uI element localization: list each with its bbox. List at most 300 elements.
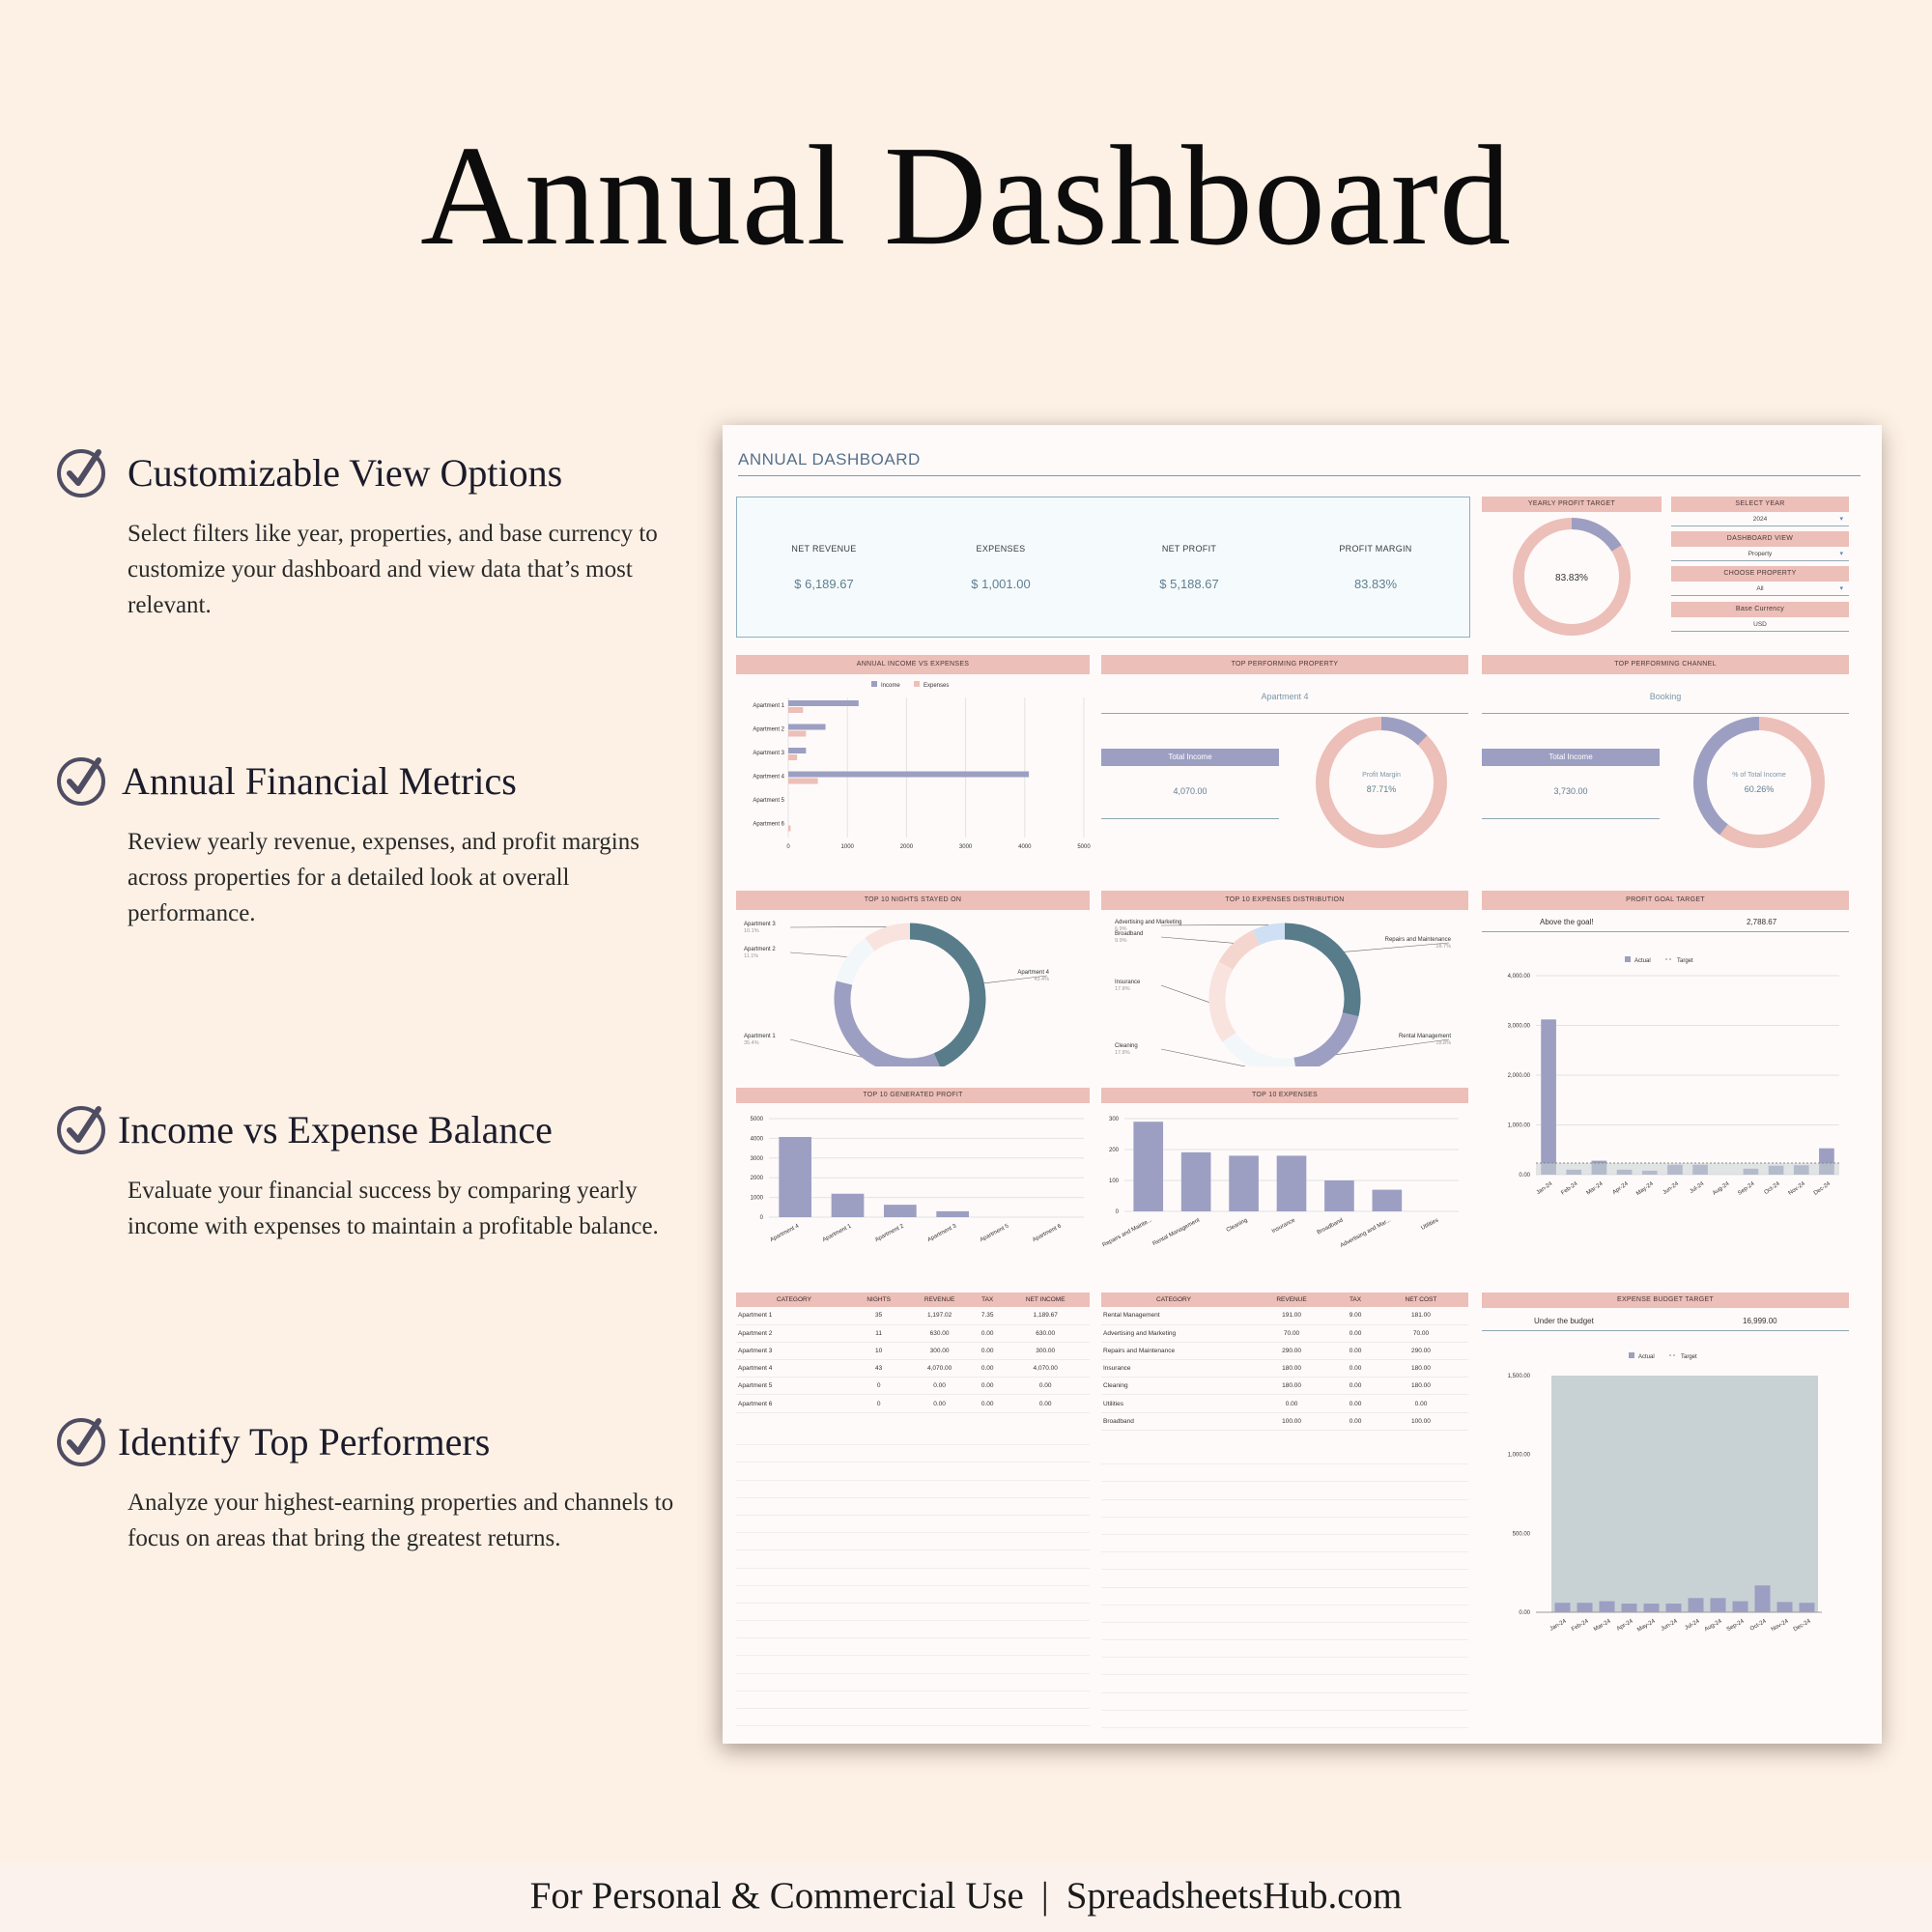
empty-row — [1101, 1570, 1468, 1587]
legend-label: Income — [881, 683, 900, 689]
profit-goal-header: PROFIT GOAL TARGET — [1482, 891, 1849, 910]
table-row — [1101, 1307, 1468, 1324]
tick-label: Advertising and Mar... — [1339, 1217, 1392, 1250]
leader-line — [1161, 937, 1234, 943]
empty-row — [736, 1638, 1090, 1656]
chevron-down-icon: ▾ — [1839, 585, 1843, 592]
tick-label: Rental Management — [1151, 1217, 1202, 1248]
expenses-distribution-header: TOP 10 EXPENSES DISTRIBUTION — [1101, 891, 1468, 910]
empty-row — [1101, 1500, 1468, 1518]
tick-label: Oct-24 — [1763, 1180, 1781, 1196]
leader-line — [790, 926, 887, 927]
donut-slice — [844, 945, 870, 983]
empty-row — [1101, 1535, 1468, 1552]
column-header: NIGHTS — [852, 1293, 905, 1307]
table-cell: 180.00 — [1374, 1378, 1468, 1395]
dashboard-panel — [723, 425, 1882, 1744]
base-currency-label: Base Currency — [1671, 602, 1849, 617]
legend-label: Target — [1681, 1354, 1697, 1360]
bar — [1555, 1603, 1571, 1612]
donut-center-value: 87.71% — [1366, 784, 1397, 794]
tick-label: Sep-24 — [1737, 1180, 1756, 1197]
feature-title: Income vs Expense Balance — [118, 1108, 553, 1151]
select-year-label: SELECT YEAR — [1671, 497, 1849, 512]
table-cell: 35 — [852, 1307, 905, 1324]
column-header: REVENUE — [905, 1293, 974, 1307]
generated-profit-header: TOP 10 GENERATED PROFIT — [736, 1088, 1090, 1103]
donut-slice — [1295, 1014, 1350, 1065]
slice-label: Rental Management — [1398, 1034, 1451, 1039]
tick-label: Apartment 6 — [1032, 1223, 1063, 1244]
tick-label: Apartment 6 — [753, 821, 784, 828]
empty-row — [736, 1621, 1090, 1638]
column-header: REVENUE — [1246, 1293, 1337, 1307]
table-cell: 4,070.00 — [905, 1360, 974, 1378]
top-property-name: Apartment 4 — [1261, 692, 1309, 701]
table-cell: 180.00 — [1246, 1360, 1337, 1378]
tick-label: Oct-24 — [1748, 1618, 1768, 1633]
donut-slice — [870, 931, 911, 945]
donut-label: Profit Margin — [1362, 772, 1401, 779]
tick-label: Jul-24 — [1689, 1180, 1706, 1196]
table-row — [736, 1324, 1090, 1342]
tick-label: Broadband — [1316, 1217, 1345, 1236]
target-area — [1536, 1163, 1839, 1175]
tick-label: Utilities — [1420, 1217, 1440, 1232]
empty-row — [1101, 1605, 1468, 1623]
total-income-share-donut — [1691, 715, 1827, 850]
bar — [779, 1137, 811, 1217]
table-cell: 630.00 — [1001, 1324, 1090, 1342]
tick-label: Mar-24 — [1593, 1618, 1612, 1634]
tick-label: Apartment 3 — [926, 1223, 958, 1244]
tick-label: Apartment 2 — [874, 1223, 905, 1244]
tick-label: 1,000.00 — [1507, 1452, 1530, 1459]
table-cell: 70.00 — [1374, 1324, 1468, 1342]
donut-slice — [1285, 931, 1352, 1014]
table-cell: 100.00 — [1246, 1412, 1337, 1430]
table-cell: 4,070.00 — [1001, 1360, 1090, 1378]
tick-label: Apartment 3 — [753, 751, 784, 756]
legend-swatch — [1629, 1352, 1634, 1358]
divider — [1482, 818, 1660, 819]
tick-label: 4,000.00 — [1507, 974, 1530, 980]
bar — [788, 707, 803, 713]
total-income-label: Total Income — [1101, 749, 1279, 766]
top-nights-header: TOP 10 NIGHTS STAYED ON — [736, 891, 1090, 910]
top-channel-header: TOP PERFORMING CHANNEL — [1482, 655, 1849, 674]
feature-title: Annual Financial Metrics — [122, 759, 517, 803]
kpi-net-profit: NET PROFIT $ 5,188.67 — [1159, 544, 1219, 591]
empty-row — [736, 1604, 1090, 1621]
bar — [1800, 1603, 1815, 1612]
table-row — [736, 1342, 1090, 1359]
bar — [788, 826, 790, 832]
tick-label: Dec-24 — [1792, 1618, 1812, 1634]
table-cell: 300.00 — [1001, 1342, 1090, 1359]
table-cell: 0.00 — [1337, 1412, 1374, 1430]
feature-text: Review yearly revenue, expenses, and profit margins across properties for a detailed look at overall performance. — [128, 829, 639, 926]
empty-row — [736, 1481, 1090, 1498]
bar — [788, 754, 797, 760]
table-cell: 0.00 — [1337, 1360, 1374, 1378]
tick-label: Feb-24 — [1571, 1618, 1590, 1634]
donut-center-value: 83.83% — [1555, 573, 1588, 583]
tick-label: 200 — [1108, 1148, 1119, 1153]
table-cell: 0 — [852, 1395, 905, 1412]
tick-label: 1,000.00 — [1507, 1122, 1530, 1129]
table-row — [736, 1307, 1090, 1324]
tick-label: 100 — [1108, 1179, 1119, 1184]
kpi-summary — [736, 497, 1470, 638]
table-row — [1101, 1378, 1468, 1395]
slice-label: Advertising and Marketing — [1115, 920, 1182, 925]
donut-label: % of Total Income — [1732, 772, 1786, 779]
table-cell: Advertising and Marketing — [1101, 1324, 1246, 1342]
slice-percent: 28.7% — [1435, 944, 1451, 950]
tick-label: Cleaning — [1225, 1217, 1249, 1234]
tick-label: May-24 — [1636, 1618, 1657, 1634]
tick-label: 0.00 — [1519, 1173, 1530, 1179]
table-row — [1101, 1360, 1468, 1378]
yearly-profit-donut — [1509, 514, 1634, 639]
tick-label: Aug-24 — [1712, 1180, 1731, 1197]
tick-label: Nov-24 — [1770, 1618, 1790, 1634]
tick-label: 0 — [759, 1215, 763, 1221]
tick-label: Aug-24 — [1703, 1618, 1723, 1634]
table-cell: 0.00 — [974, 1360, 1001, 1378]
kpi-expenses: EXPENSES $ 1,001.00 — [971, 544, 1031, 591]
legend-swatch — [1625, 956, 1631, 962]
table-row — [1101, 1412, 1468, 1430]
tick-label: 2000 — [899, 844, 914, 850]
table-cell: Utilities — [1101, 1395, 1246, 1412]
checkmark-icon — [56, 754, 108, 807]
tick-label: Apartment 4 — [753, 774, 784, 781]
tick-label: Jan-24 — [1548, 1618, 1568, 1633]
slice-percent: 18.8% — [1435, 1040, 1451, 1046]
bar — [1577, 1603, 1593, 1612]
expense-budget-chart — [1482, 1352, 1849, 1642]
empty-row — [1101, 1518, 1468, 1535]
table-cell: Broadband — [1101, 1412, 1246, 1430]
slice-label: Apartment 2 — [744, 947, 776, 952]
bar — [1666, 1604, 1682, 1612]
dashboard-view-label: DASHBOARD VIEW — [1671, 531, 1849, 547]
choose-property-label: CHOOSE PROPERTY — [1671, 566, 1849, 582]
empty-row — [736, 1498, 1090, 1516]
tick-label: 1000 — [750, 1195, 763, 1202]
slice-label: Apartment 1 — [744, 1034, 776, 1039]
total-income-value: 4,070.00 — [1173, 786, 1208, 796]
empty-table-rows — [736, 1428, 1090, 1726]
generated-profit-chart — [736, 1113, 1090, 1258]
tick-label: 5000 — [1077, 844, 1091, 850]
tick-label: 4000 — [750, 1136, 763, 1143]
empty-row — [736, 1533, 1090, 1550]
tick-label: 2,000.00 — [1507, 1073, 1530, 1079]
bar — [1755, 1585, 1771, 1612]
bar — [1600, 1602, 1615, 1612]
profit-goal-value: 2,788.67 — [1747, 918, 1777, 926]
donut-slice — [1229, 1037, 1294, 1066]
table-cell: Apartment 2 — [736, 1324, 852, 1342]
empty-row — [1101, 1482, 1468, 1499]
tick-label: Dec-24 — [1812, 1180, 1833, 1197]
slice-percent: 17.8% — [1115, 986, 1130, 992]
slice-label: Apartment 3 — [744, 922, 776, 927]
table-cell: Apartment 1 — [736, 1307, 852, 1324]
footer-website-link[interactable]: SpreadsheetsHub.com — [1065, 1875, 1403, 1917]
bar — [1777, 1602, 1793, 1612]
tick-label: Apr-24 — [1611, 1180, 1630, 1196]
legend-swatch — [871, 681, 877, 687]
bar — [1373, 1190, 1403, 1211]
bar — [1541, 1019, 1556, 1175]
bar — [1133, 1122, 1163, 1211]
slice-percent: 9.9% — [1115, 938, 1127, 944]
table-cell: 180.00 — [1374, 1360, 1468, 1378]
tick-label: Jun-24 — [1660, 1618, 1679, 1633]
table-cell: 0.00 — [1337, 1378, 1374, 1395]
table-cell: Apartment 3 — [736, 1342, 852, 1359]
leader-line — [1345, 943, 1449, 952]
slice-percent: 6.9% — [1115, 926, 1127, 932]
divider — [1482, 931, 1849, 932]
table-cell: 630.00 — [905, 1324, 974, 1342]
leader-line — [1336, 1039, 1449, 1055]
tick-label: Apartment 1 — [821, 1223, 853, 1244]
donut-slice — [1226, 937, 1257, 965]
tick-label: Nov-24 — [1787, 1180, 1806, 1197]
table-cell: 0.00 — [905, 1395, 974, 1412]
slice-percent: 43.4% — [1034, 977, 1049, 982]
tick-label: 4000 — [1018, 844, 1032, 850]
table-cell: 100.00 — [1374, 1412, 1468, 1430]
tick-label: 1,500.00 — [1507, 1374, 1530, 1379]
tick-label: Jun-24 — [1662, 1180, 1681, 1197]
feature-text: Analyze your highest-earning properties and channels to focus on areas that bring the greatest returns. — [128, 1490, 674, 1551]
table-row — [1101, 1324, 1468, 1342]
empty-row — [736, 1463, 1090, 1480]
table-cell: 1,189.67 — [1001, 1307, 1090, 1324]
divider — [1482, 1330, 1849, 1331]
property-summary-table — [736, 1293, 1090, 1413]
select-year-dropdown[interactable]: 2024 ▾ — [1671, 513, 1849, 526]
expense-budget-value: 16,999.00 — [1743, 1317, 1777, 1325]
table-cell: 9.00 — [1337, 1307, 1374, 1324]
empty-table-rows — [1101, 1447, 1468, 1728]
table-cell: Rental Management — [1101, 1307, 1246, 1324]
empty-row — [1101, 1588, 1468, 1605]
bar — [1229, 1155, 1259, 1211]
feature-title: Identify Top Performers — [118, 1420, 491, 1463]
empty-row — [736, 1569, 1090, 1586]
tick-label: Sep-24 — [1725, 1618, 1746, 1634]
tick-label: 0 — [786, 844, 790, 850]
top-channel-name: Booking — [1649, 692, 1682, 701]
income-vs-expenses-chart — [736, 678, 1094, 852]
empty-row — [1101, 1623, 1468, 1640]
tick-label: 3000 — [750, 1155, 763, 1162]
empty-row — [736, 1428, 1090, 1445]
divider — [1482, 713, 1849, 714]
column-header: CATEGORY — [1101, 1293, 1246, 1307]
bar — [1277, 1155, 1307, 1211]
total-income-value: 3,730.00 — [1553, 786, 1588, 796]
donut-slice — [842, 982, 937, 1066]
bar — [788, 731, 806, 737]
legend-swatch — [914, 681, 920, 687]
column-header: TAX — [974, 1293, 1001, 1307]
slice-label: Cleaning — [1115, 1043, 1138, 1049]
table-cell: 10 — [852, 1342, 905, 1359]
base-currency-dropdown[interactable]: USD — [1671, 618, 1849, 632]
tick-label: 0.00 — [1519, 1610, 1530, 1616]
empty-row — [1101, 1693, 1468, 1711]
divider — [738, 475, 1861, 476]
table-cell: 0.00 — [1337, 1395, 1374, 1412]
tick-label: 5000 — [750, 1117, 763, 1122]
bar — [1644, 1604, 1660, 1612]
column-header: CATEGORY — [736, 1293, 852, 1307]
profit-margin-donut — [1314, 715, 1449, 850]
tick-label: 500.00 — [1512, 1531, 1530, 1538]
tick-label: Jul-24 — [1684, 1618, 1701, 1632]
legend-label: Actual — [1638, 1354, 1655, 1360]
tick-label: Feb-24 — [1560, 1180, 1579, 1197]
footer-separator: | — [1040, 1875, 1049, 1917]
bar — [788, 779, 818, 784]
tick-label: Apartment 5 — [979, 1223, 1010, 1244]
kpi-profit-margin: PROFIT MARGIN 83.83% — [1339, 544, 1412, 591]
tick-label: 300 — [1108, 1117, 1119, 1122]
table-cell: 0.00 — [1374, 1395, 1468, 1412]
chevron-down-icon: ▾ — [1839, 516, 1843, 523]
feature-text: Select filters like year, properties, and base currency to customize your dashboard and view data that’s most relevant. — [128, 521, 658, 618]
expense-budget-header: EXPENSE BUDGET TARGET — [1482, 1293, 1849, 1308]
bar — [1733, 1602, 1748, 1612]
tick-label: 3,000.00 — [1507, 1023, 1530, 1030]
table-cell: Insurance — [1101, 1360, 1246, 1378]
table-cell: 0.00 — [974, 1342, 1001, 1359]
table-cell: 0.00 — [905, 1378, 974, 1395]
donut-slice — [1217, 966, 1229, 1037]
bar — [788, 748, 806, 753]
yearly-profit-target-header: YEARLY PROFIT TARGET — [1482, 497, 1662, 512]
top-expenses-chart — [1101, 1113, 1468, 1258]
table-cell: 290.00 — [1246, 1342, 1337, 1359]
empty-row — [1101, 1711, 1468, 1728]
slice-label: Broadband — [1115, 931, 1144, 937]
tick-label: Apartment 4 — [769, 1223, 801, 1244]
top-expenses-header: TOP 10 EXPENSES — [1101, 1088, 1468, 1103]
table-row — [1101, 1395, 1468, 1412]
bar — [936, 1211, 969, 1217]
table-row — [1101, 1342, 1468, 1359]
legend-label: Target — [1677, 958, 1693, 964]
empty-row — [736, 1709, 1090, 1726]
empty-row — [1101, 1658, 1468, 1675]
legend-label: Actual — [1634, 958, 1651, 964]
expenses-distribution-donut-chart — [1101, 912, 1468, 1066]
slice-percent: 10.1% — [744, 928, 759, 934]
tick-label: 3000 — [958, 844, 973, 850]
tick-label: Mar-24 — [1585, 1180, 1605, 1197]
empty-row — [1101, 1464, 1468, 1482]
table-cell: 300.00 — [905, 1342, 974, 1359]
dashboard-title: ANNUAL DASHBOARD — [738, 450, 921, 469]
choose-property-dropdown[interactable]: All ▾ — [1671, 582, 1849, 596]
table-cell: 0.00 — [1246, 1395, 1337, 1412]
table-cell: 1,197.02 — [905, 1307, 974, 1324]
table-row — [736, 1378, 1090, 1395]
table-cell: 0.00 — [1001, 1378, 1090, 1395]
empty-row — [736, 1586, 1090, 1604]
table-cell: 0.00 — [1337, 1342, 1374, 1359]
divider — [1101, 713, 1468, 714]
tick-label: Insurance — [1270, 1217, 1296, 1236]
donut-track — [1322, 724, 1440, 841]
empty-row — [1101, 1675, 1468, 1692]
bar — [788, 724, 826, 730]
bar — [1711, 1598, 1726, 1612]
empty-row — [736, 1550, 1090, 1568]
tick-label: Apr-24 — [1615, 1618, 1634, 1633]
slice-label: Insurance — [1115, 980, 1141, 985]
empty-row — [1101, 1640, 1468, 1658]
empty-row — [736, 1445, 1090, 1463]
leader-line — [790, 952, 847, 956]
bar — [884, 1205, 917, 1217]
slice-percent: 35.4% — [744, 1040, 759, 1046]
table-cell: Apartment 4 — [736, 1360, 852, 1378]
leader-line — [1161, 985, 1209, 1003]
column-header: NET INCOME — [1001, 1293, 1090, 1307]
donut-slice — [910, 931, 978, 1061]
column-header: NET COST — [1374, 1293, 1468, 1307]
table-cell: 11 — [852, 1324, 905, 1342]
table-cell: 180.00 — [1246, 1378, 1337, 1395]
kpi-net-revenue: NET REVENUE $ 6,189.67 — [791, 544, 857, 591]
slice-label: Apartment 4 — [1017, 970, 1049, 976]
empty-row — [736, 1674, 1090, 1691]
page-title: Annual Dashboard — [420, 117, 1512, 275]
table-cell: 7.35 — [974, 1307, 1001, 1324]
checkmark-icon — [56, 1415, 108, 1467]
table-cell: 290.00 — [1374, 1342, 1468, 1359]
profit-goal-status: Above the goal! — [1540, 918, 1594, 926]
tick-label: May-24 — [1635, 1180, 1655, 1198]
table-cell: 191.00 — [1246, 1307, 1337, 1324]
donut-slice — [1257, 931, 1285, 937]
expense-summary-table — [1101, 1293, 1468, 1431]
chevron-down-icon: ▾ — [1839, 551, 1843, 557]
empty-row — [736, 1516, 1090, 1533]
empty-row — [1101, 1447, 1468, 1464]
feature-title: Customizable View Options — [128, 451, 563, 495]
bar — [1324, 1180, 1354, 1211]
tick-label: Apartment 2 — [753, 726, 784, 733]
table-cell: Apartment 5 — [736, 1378, 852, 1395]
divider — [1101, 818, 1279, 819]
tick-label: 1000 — [840, 844, 854, 850]
dashboard-view-dropdown[interactable]: Property ▾ — [1671, 548, 1849, 561]
total-income-label: Total Income — [1482, 749, 1660, 766]
top-property-header: TOP PERFORMING PROPERTY — [1101, 655, 1468, 674]
bar — [832, 1194, 865, 1217]
table-cell: 0.00 — [974, 1324, 1001, 1342]
